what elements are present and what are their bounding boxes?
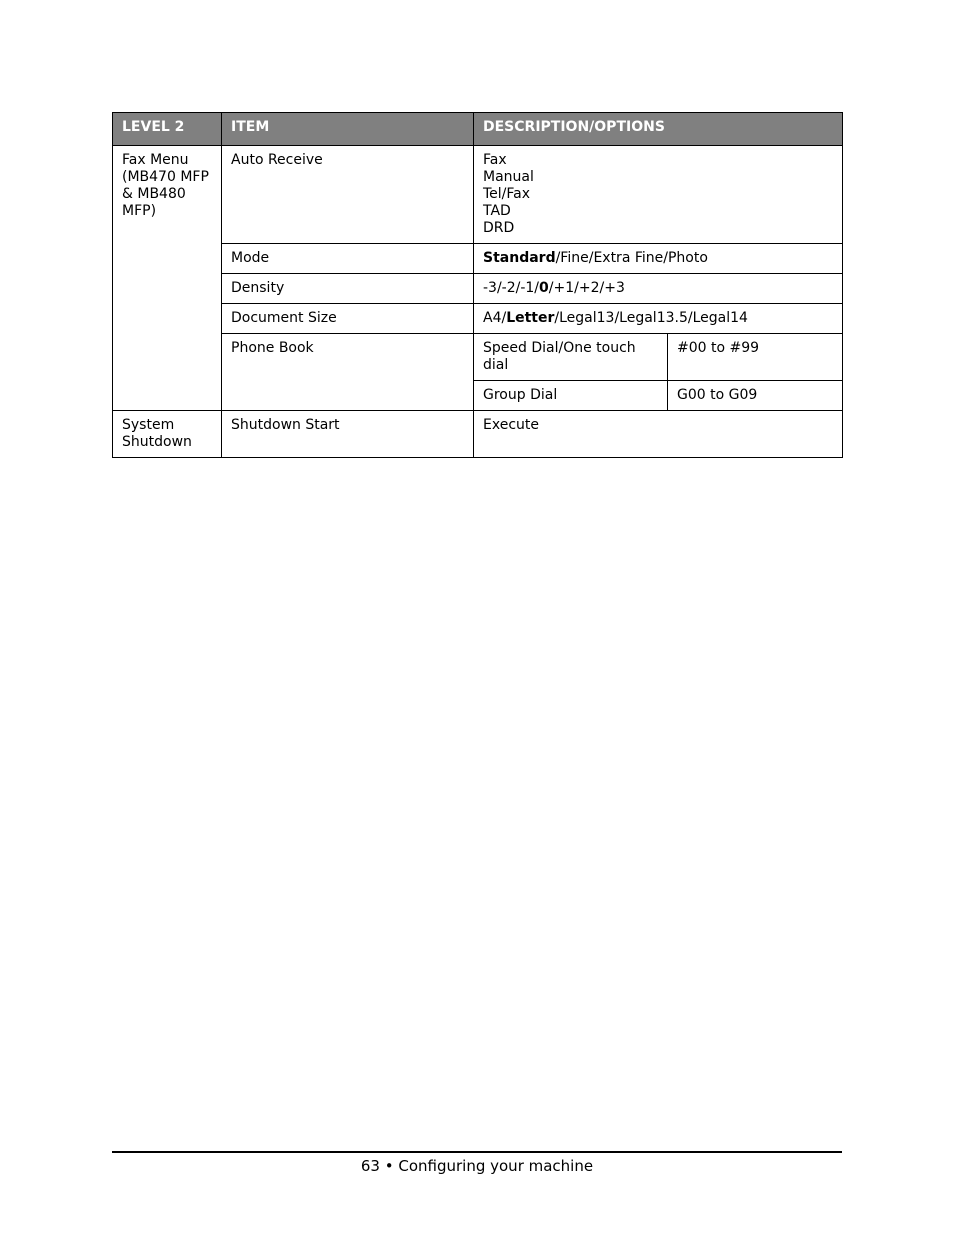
table-row <box>113 146 843 244</box>
default-option: 0 <box>539 280 549 296</box>
option-text: /Legal13/Legal13.5/Legal14 <box>554 310 748 326</box>
table-row <box>113 304 843 334</box>
level2-fax-menu: Fax Menu (MB470 MFP & MB480 MFP) <box>113 146 222 411</box>
option-text: DRD <box>483 220 515 236</box>
page-footer: 63 • Configuring your machine <box>360 1157 594 1175</box>
item-phone-book: Phone Book <box>222 334 474 411</box>
phone-book-group-dial: Group Dial <box>474 381 668 411</box>
document-size-options <box>474 304 843 334</box>
level2-system-shutdown: System Shutdown <box>113 411 222 458</box>
header-item: ITEM <box>222 113 474 146</box>
item-mode: Mode <box>222 244 474 274</box>
phone-book-group-dial-range: G00 to G09 <box>668 381 843 411</box>
menu-settings-table <box>112 112 843 458</box>
phone-book-speed-dial: Speed Dial/One touch dial <box>474 334 668 381</box>
item-shutdown-start: Shutdown Start <box>222 411 474 458</box>
option-text: /Fine/Extra Fine/Photo <box>555 250 708 266</box>
header-description: DESCRIPTION/OPTIONS <box>474 113 843 146</box>
option-text: Fax <box>483 152 507 168</box>
auto-receive-options <box>474 146 843 244</box>
option-text: A4/ <box>483 310 507 326</box>
item-document-size: Document Size <box>222 304 474 334</box>
option-text: Manual <box>483 169 534 185</box>
shutdown-description: Execute <box>474 411 843 458</box>
option-text: Tel/Fax <box>483 186 531 202</box>
header-level2: LEVEL 2 <box>113 113 222 146</box>
footer-divider <box>112 1151 842 1153</box>
phone-book-speed-dial-range: #00 to #99 <box>668 334 843 381</box>
density-options <box>474 274 843 304</box>
option-text: TAD <box>483 203 511 219</box>
mode-options <box>474 244 843 274</box>
item-density: Density <box>222 274 474 304</box>
default-option: Standard <box>483 250 556 266</box>
table-row <box>113 244 843 274</box>
table-row <box>113 334 843 381</box>
table-header-row <box>113 113 843 146</box>
default-option: Letter <box>506 310 555 326</box>
option-text: /+1/+2/+3 <box>548 280 625 296</box>
option-text: -3/-2/-1/ <box>483 280 540 296</box>
table-row <box>113 411 843 458</box>
table-row <box>113 274 843 304</box>
item-auto-receive: Auto Receive <box>222 146 474 244</box>
